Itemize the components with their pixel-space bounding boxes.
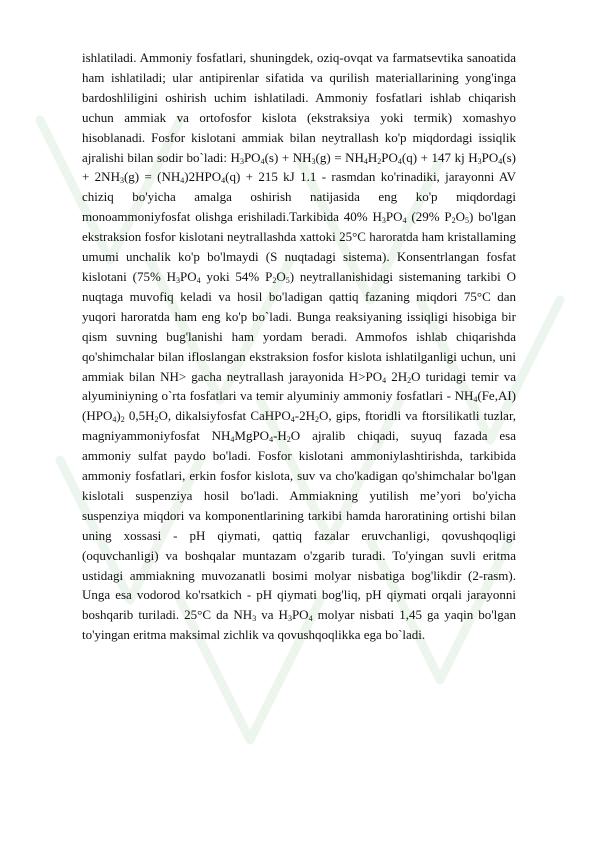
subscript: 3 xyxy=(239,156,244,166)
subscript: 3 xyxy=(311,156,316,166)
subscript: 2 xyxy=(407,375,412,385)
text-run: molyar nisbati 1,45 ga yaqin bo'lgan to'yingan eritma maksimal zichlik va qovushqoqlikka ega bo`ladi. xyxy=(82,607,516,643)
text-run: O ajralib chiqadi, suyuq fazada esa ammoniy sulfat paydo bo'ladi. Fosfor kislotani ammoniylashtirishda, tarkibida ammoniy fosfatlari, erkin fosfor kislota, suv va cho'kadigan qo'shimchalar bo'lgan kislotali suspenziya hosil bo'ladi. Ammiakning yutilish me’yori bo'yicha suspenziya miqdori va komponentlarining tarkibi hamda haroratining ortishi bilan uning xossasi - pH qiymati, qattiq fazalar eruvchanligi, qovushqoqligi (oquvchanligi) va boshqalar muntazam o'zgarib turadi. To'yingan suvli eritma ustidagi ammiakning muvozanatli bosimi molyar nisbatiga bog'likdir (2-rasm). Unga esa vodorod ko'rsatkich - pH qiymati bog'liq, pH qiymati orqali jarayonni boshqarib turiladi. 25°C da NH xyxy=(82,428,516,623)
subscript: 2 xyxy=(154,415,159,425)
subscript: 4 xyxy=(221,176,226,186)
subscript: 2 xyxy=(120,415,125,425)
text-run: ishlatiladi. Ammoniy fosfatlari, shuningdek, oziq-ovqat va farmatsevtika sanoatida ham ishlatiladi; ular antipirenlar sifatida va qurilish materiallarining yong'inga bardoshliligini oshirish uchim ishlatiladi. Ammoniy fosfatlari ishlab chiqarish uchun ammiak va ortofosfor kislota (ekstraksiya yoki termik) xomashyo hisoblanadi. Fosfor kislotani ammiak bilan neytrallash ko'p miqdordagi issiqlik ajralishi bilan sodir bo`ladi: H xyxy=(82,50,516,165)
text-run: PO xyxy=(291,607,309,623)
subscript: 4 xyxy=(180,176,185,186)
subscript: 4 xyxy=(363,156,368,166)
text-run: ) xyxy=(116,408,121,424)
subscript: 3 xyxy=(381,216,386,226)
text-run: PO xyxy=(385,209,403,225)
text-run: (29% P xyxy=(406,209,452,225)
subscript: 4 xyxy=(196,275,201,285)
text-run: PO xyxy=(180,268,197,284)
subscript: 4 xyxy=(402,216,407,226)
subscript: 3 xyxy=(252,614,257,624)
text-run: (q) + 147 kj H xyxy=(401,149,478,165)
text-run: O xyxy=(455,209,466,225)
subscript: 3 xyxy=(119,176,124,186)
subscript: 4 xyxy=(382,375,387,385)
subscript: 5 xyxy=(285,275,290,285)
text-run: (s) + 2NH xyxy=(82,149,516,185)
subscript: 4 xyxy=(308,614,313,624)
subscript: 4 xyxy=(290,415,295,425)
text-run: (q) + 215 kJ 1.1 - rasmdan ko'rinadiki, jarayonni AV chiziq bo'yicha amalga oshirish natijasida eng ko'p miqdordagi monoammoniyfosfat olishga erishiladi.Tarkibida 40% H xyxy=(82,169,516,225)
text-run: 0,5H xyxy=(124,408,155,424)
subscript: 4 xyxy=(260,156,265,166)
subscript: 4 xyxy=(230,435,235,445)
text-run: -2H xyxy=(294,408,315,424)
text-run: PO xyxy=(381,149,398,165)
body-paragraph xyxy=(82,48,516,645)
subscript: 2 xyxy=(315,415,319,425)
text-run: (s) + NH xyxy=(264,149,312,165)
text-run: 2H xyxy=(386,368,408,384)
subscript: 3 xyxy=(176,275,181,285)
text-run: (Fe,AI)(HPO xyxy=(82,388,516,424)
text-run: ) bo'lgan ekstraksion fosfor kislotani neytrallashda xattoki 25°C haroratda ham kristallaming umumi unchalik ko'p bo'lmaydi (S nuqtadagi sistema). Konsentrlangan fosfat kislotani (75% H xyxy=(82,209,516,284)
text-run: MgPO xyxy=(234,428,270,444)
text-run: (g) = NH xyxy=(315,149,364,165)
text-run: O xyxy=(276,268,286,284)
subscript: 4 xyxy=(112,415,117,425)
subscript: 3 xyxy=(287,614,292,624)
subscript: 4 xyxy=(397,156,402,166)
subscript: 4 xyxy=(498,156,503,166)
subscript: 4 xyxy=(473,395,478,405)
text-run: PO xyxy=(481,149,499,165)
subscript: 5 xyxy=(465,216,470,226)
document-page xyxy=(82,48,516,645)
subscript: 2 xyxy=(272,275,277,285)
text-run: O turidagi temir va alyuminiyning o`rta fosfatlari va temir alyuminiy ammoniy fosfatlari - NH xyxy=(82,368,516,404)
text-run: yoki 54% P xyxy=(200,268,273,284)
text-run: H xyxy=(367,149,378,165)
subscript: 3 xyxy=(477,156,482,166)
text-run: ) neytrallanishidagi sistemaning tarkibi O nuqtaga muvofiq keladi va hosil bo'ladigan qattiq fazaning miqdori 75°C dan yuqori haroratda ham eng ko'p bo`ladi. Bunga reaksiyaning issiqligi hisobiga bir qism suvning bug'lanishi ham yordam beradi. Ammofos ishlab chiqarishda qo'shimchalar bilan ifloslangan ekstraksion fosfor kislota ishlatilganligi uchun, uni ammiak bilan NH> gacha neytrallash jarayonida H>PO xyxy=(82,268,516,384)
text-run: va H xyxy=(256,607,288,623)
text-run: -H xyxy=(273,428,287,444)
subscript: 2 xyxy=(377,156,382,166)
text-run: O, dikalsiyfosfat CaHPO xyxy=(158,408,291,424)
text-run: PO xyxy=(243,149,261,165)
subscript: 4 xyxy=(269,435,274,445)
subscript: 2 xyxy=(286,435,291,445)
text-run: )2HPO xyxy=(184,169,222,185)
subscript: 2 xyxy=(451,216,456,226)
text-run: O, gips, ftoridli va ftorsilikatli tuzlar, magniyammoniyfosfat NH xyxy=(82,408,517,444)
text-run: (g) = (NH xyxy=(123,169,181,185)
